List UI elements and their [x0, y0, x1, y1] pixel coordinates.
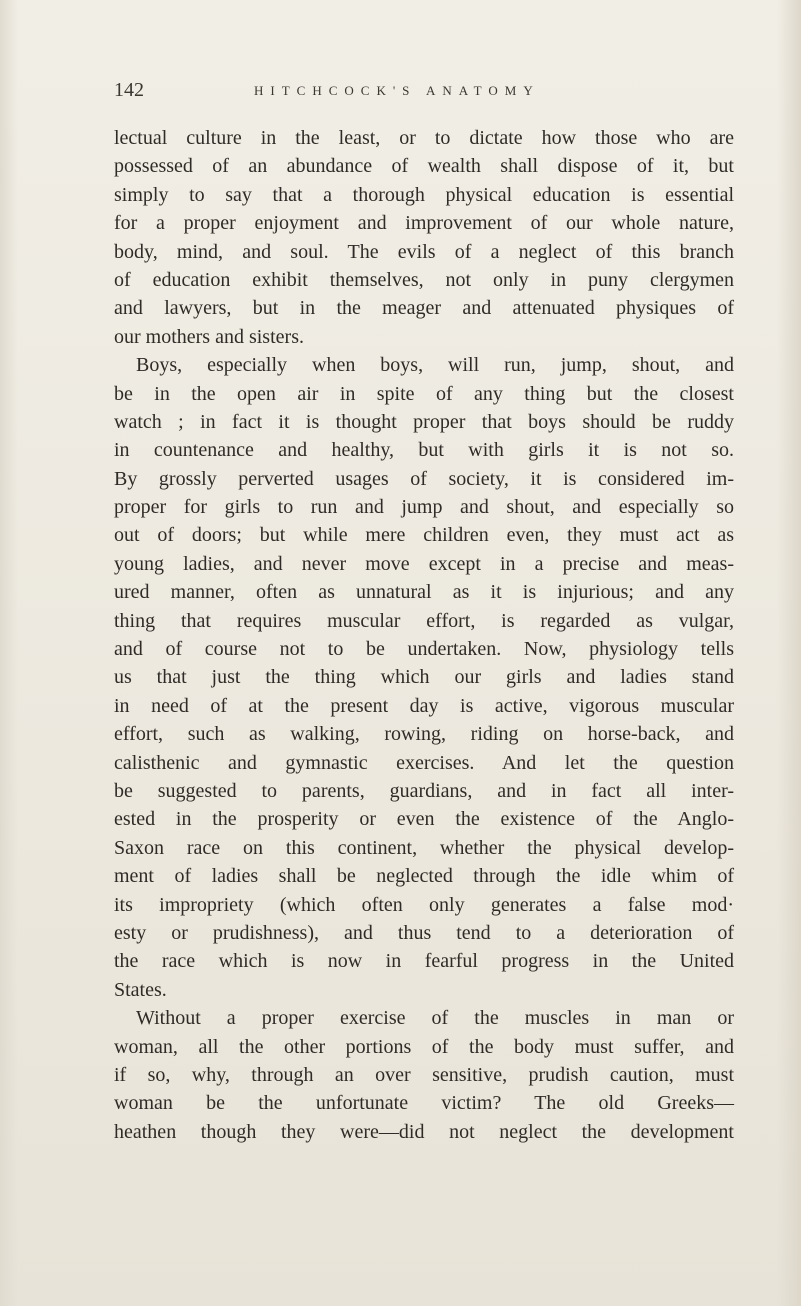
- text-line: possessed of an abundance of wealth shall dispose of it, but: [114, 155, 734, 178]
- text-line: esty or prudishness), and thus tend to a deterioration of: [114, 921, 734, 944]
- page-number: 142: [114, 79, 144, 101]
- text-line: Boys, especially when boys, will run, jump, shout, and: [136, 354, 734, 377]
- text-line: of education exhibit themselves, not only in puny clergymen: [114, 268, 734, 291]
- text-line: in need of at the present day is active, vigorous muscular: [114, 694, 734, 717]
- text-line: ested in the prosperity or even the existence of the Anglo-: [114, 808, 734, 831]
- text-line: Without a proper exercise of the muscles in man or: [136, 1007, 734, 1030]
- page-header: [114, 78, 734, 102]
- text-line: thing that requires muscular effort, is regarded as vulgar,: [114, 609, 734, 632]
- text-line: for a proper enjoyment and improvement of our whole nature,: [114, 212, 734, 235]
- text-line: By grossly perverted usages of society, it is considered im-: [114, 467, 734, 490]
- page-edge-shadow: [777, 0, 801, 1306]
- text-line: be in the open air in spite of any thing but the closest: [114, 382, 734, 405]
- text-line: in countenance and healthy, but with girls it is not so.: [114, 439, 734, 462]
- text-line: calisthenic and gymnastic exercises. And let the question: [114, 751, 734, 774]
- text-line: its impropriety (which often only generates a false mod·: [114, 893, 734, 916]
- text-line: and lawyers, but in the meager and attenuated physiques of: [114, 297, 734, 320]
- text-line: out of doors; but while mere children even, they must act as: [114, 524, 734, 547]
- text-line: be suggested to parents, guardians, and in fact all inter-: [114, 779, 734, 802]
- text-line: and of course not to be undertaken. Now, physiology tells: [114, 638, 734, 661]
- text-line: ured manner, often as unnatural as it is injurious; and any: [114, 581, 734, 604]
- text-line: body, mind, and soul. The evils of a neglect of this branch: [114, 240, 734, 263]
- text-line: States.: [114, 978, 167, 1001]
- text-line: woman, all the other portions of the body must suffer, and: [114, 1035, 734, 1058]
- text-line: proper for girls to run and jump and shout, and especially so: [114, 496, 734, 519]
- text-line: watch ; in fact it is thought proper that boys should be ruddy: [114, 410, 734, 433]
- text-line: us that just the thing which our girls and ladies stand: [114, 666, 734, 689]
- text-line: lectual culture in the least, or to dictate how those who are: [114, 127, 734, 149]
- text-line: young ladies, and never move except in a precise and meas-: [114, 552, 734, 575]
- running-head: HITCHCOCK'S ANATOMY: [254, 83, 540, 98]
- text-line: effort, such as walking, rowing, riding on horse-back, and: [114, 723, 734, 746]
- page-gutter-shadow: [0, 0, 18, 1306]
- text-line: ment of ladies shall be neglected through the idle whim of: [114, 865, 734, 888]
- text-line: woman be the unfortunate victim? The old Greeks—: [114, 1092, 734, 1115]
- text-line: simply to say that a thorough physical education is essential: [114, 183, 734, 206]
- body-text: [114, 124, 734, 1146]
- text-line: our mothers and sisters.: [114, 325, 304, 348]
- text-line: Saxon race on this continent, whether the physical develop-: [114, 836, 734, 859]
- text-line: if so, why, through an over sensitive, prudish caution, must: [114, 1063, 734, 1086]
- text-line: heathen though they were—did not neglect the development: [114, 1120, 734, 1143]
- text-line: the race which is now in fearful progress in the United: [114, 950, 734, 973]
